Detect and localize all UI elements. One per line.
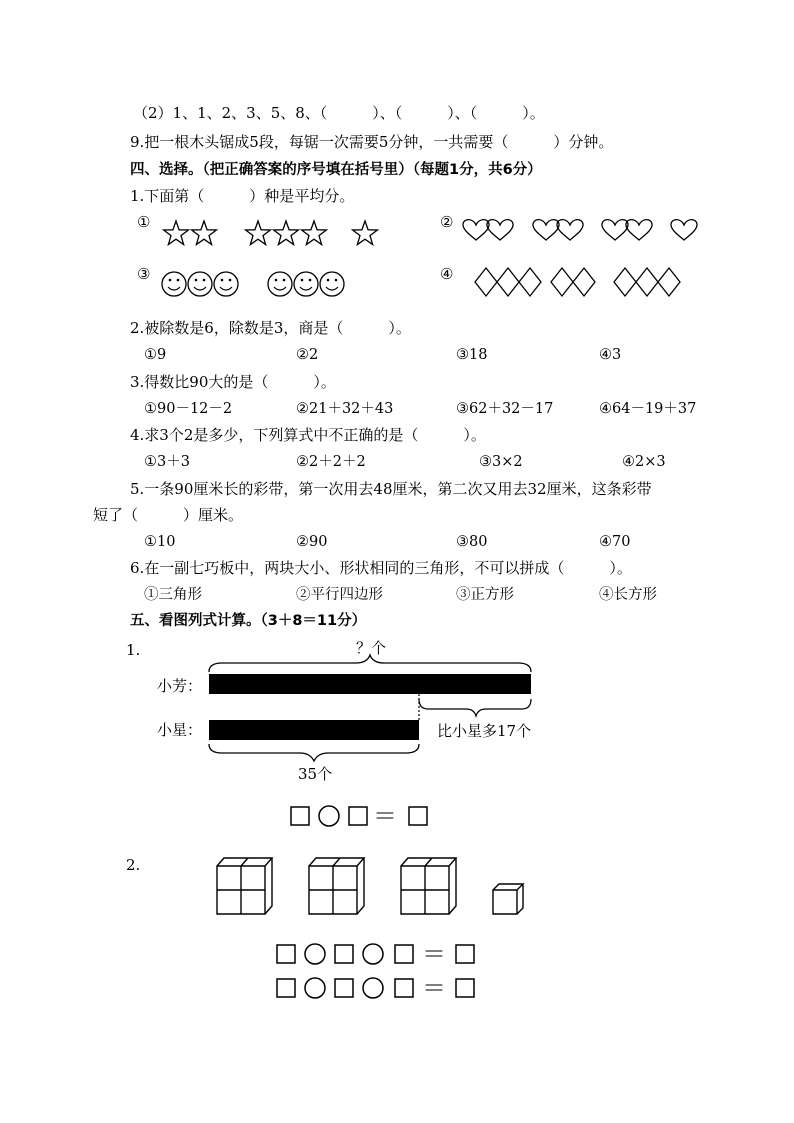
section-4-heading: 四、选择。（把正确答案的序号填在括号里）（每题1分，共6分） bbox=[130, 162, 542, 178]
equals-sign: ＝ bbox=[422, 974, 446, 1002]
q2-option-4: ④3 bbox=[599, 347, 622, 363]
choice-question-6: 6.在一副七巧板中，两块大小、形状相同的三角形，不可以拼成（ ）。 bbox=[130, 559, 632, 577]
operator-circle[interactable] bbox=[305, 944, 325, 964]
figure-mark-1: ① bbox=[137, 213, 151, 231]
xiaoxing-label: 小星： bbox=[157, 721, 203, 739]
difference-label: 比小星多17个 bbox=[437, 722, 532, 740]
blank-box[interactable] bbox=[277, 979, 295, 997]
q3-option-2: ②21＋32＋43 bbox=[296, 401, 394, 417]
xiaoxing-bar bbox=[209, 720, 419, 740]
q6-option-3: ③正方形 bbox=[456, 587, 514, 603]
q5-option-3: ③80 bbox=[456, 534, 488, 550]
q4-option-4: ④2×3 bbox=[622, 454, 666, 470]
difference-brace bbox=[419, 699, 531, 716]
total-unknown-label: ？个 bbox=[356, 639, 387, 657]
blank-box[interactable] bbox=[335, 945, 353, 963]
choice-question-3: 3.得数比90大的是（ ）。 bbox=[130, 373, 336, 391]
choice-question-2: 2.被除数是6，除数是3，商是（ ）。 bbox=[130, 319, 411, 337]
answer-box[interactable] bbox=[456, 979, 474, 997]
cube-stack-1 bbox=[217, 858, 272, 914]
single-cube bbox=[493, 884, 523, 914]
blank-box[interactable] bbox=[395, 945, 413, 963]
q5-option-1: ①10 bbox=[144, 534, 176, 550]
q2-option-3: ③18 bbox=[456, 347, 488, 363]
cube-stack-2 bbox=[309, 858, 364, 914]
section-5-heading: 五、看图列式计算。（3＋8＝11分） bbox=[130, 613, 367, 629]
operator-circle[interactable] bbox=[363, 978, 383, 998]
operator-circle[interactable] bbox=[305, 978, 325, 998]
figure-mark-4: ④ bbox=[440, 265, 454, 283]
question-9: 9.把一根木头锯成5段，每锯一次需要5分钟，一共需要（ ）分钟。 bbox=[130, 133, 614, 151]
q6-option-1: ①三角形 bbox=[144, 587, 202, 603]
q2-option-2: ②2 bbox=[296, 347, 319, 363]
q4-option-3: ③3×2 bbox=[479, 454, 523, 470]
q3-option-4: ④64－19＋37 bbox=[599, 401, 697, 417]
equals-sign: ＝ bbox=[422, 940, 446, 968]
q2-option-1: ①9 bbox=[144, 347, 167, 363]
operator-circle[interactable] bbox=[363, 944, 383, 964]
figure-mark-2: ② bbox=[440, 213, 454, 231]
answer-box[interactable] bbox=[456, 945, 474, 963]
bottom-count-label: 35个 bbox=[298, 765, 333, 783]
blank-box[interactable] bbox=[349, 807, 367, 825]
blank-box[interactable] bbox=[291, 807, 309, 825]
top-brace bbox=[209, 655, 531, 672]
operator-circle[interactable] bbox=[319, 806, 339, 826]
choice-question-1: 1.下面第（ ）种是平均分。 bbox=[130, 187, 355, 205]
answer-box[interactable] bbox=[409, 807, 427, 825]
blank-box[interactable] bbox=[277, 945, 295, 963]
bottom-brace bbox=[209, 744, 419, 761]
q6-option-4: ④长方形 bbox=[599, 587, 657, 603]
problem-2-number: 2. bbox=[126, 856, 141, 874]
xiaofang-bar bbox=[209, 674, 531, 694]
choice-question-5-line-1: 5.一条90厘米长的彩带，第一次用去48厘米，第二次又用去32厘米，这条彩带 bbox=[130, 480, 652, 498]
q5-option-4: ④70 bbox=[599, 534, 631, 550]
sequence-question: （2）1、1、2、3、5、8、（ ）、（ ）、（ ）。 bbox=[133, 104, 545, 122]
figure-mark-3: ③ bbox=[137, 265, 151, 283]
cube-stack-3 bbox=[401, 858, 456, 914]
blank-box[interactable] bbox=[335, 979, 353, 997]
q3-option-3: ③62＋32－17 bbox=[456, 401, 554, 417]
q4-option-1: ①3＋3 bbox=[144, 454, 190, 470]
q5-option-2: ②90 bbox=[296, 534, 328, 550]
q6-option-2: ②平行四边形 bbox=[296, 587, 383, 603]
equals-sign: ＝ bbox=[373, 802, 397, 830]
q3-option-1: ①90－12－2 bbox=[144, 401, 233, 417]
xiaofang-label: 小芳： bbox=[157, 677, 203, 695]
problem-1-number: 1. bbox=[126, 641, 141, 659]
equation-1 bbox=[291, 806, 427, 826]
choice-question-5-line-2: 短了（ ）厘米。 bbox=[93, 506, 244, 524]
blank-box[interactable] bbox=[395, 979, 413, 997]
choice-question-4: 4.求3个2是多少，下列算式中不正确的是（ ）。 bbox=[130, 426, 486, 444]
q4-option-2: ②2＋2＋2 bbox=[296, 454, 366, 470]
